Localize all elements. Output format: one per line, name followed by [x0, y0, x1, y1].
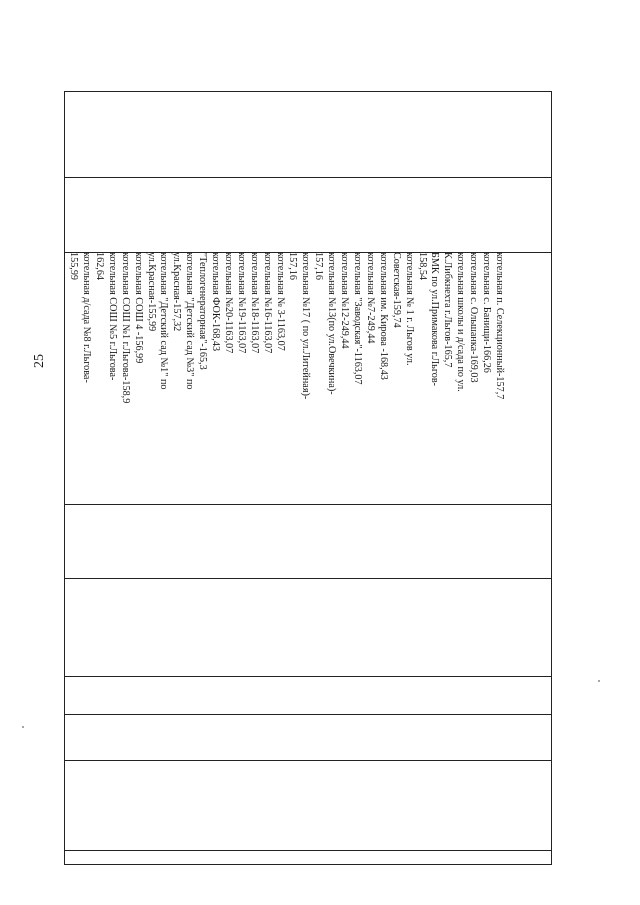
boiler-list-line: котельная СОШ №1 г.Льгова-158,9: [119, 252, 131, 404]
boiler-list-line: ул.Красная-157,32: [171, 252, 183, 332]
boiler-list-line: БМК по ул.Примакова г.Льгов-: [429, 252, 441, 387]
boiler-list-line: котельная с. Банищи-166,26: [481, 252, 493, 373]
boiler-list-line: котельная им. Кирова -168,43: [377, 252, 389, 380]
boiler-list-line: котельная "Детский сад №3" по: [184, 252, 196, 390]
boiler-list-line: котельная д/сада №8 г.Льгова-: [81, 252, 92, 383]
boiler-list-line: котельная №17 ( по ул.Литейная)-: [300, 252, 312, 400]
boiler-list-line: К.Либкнехта г.Льгов-165,7: [442, 252, 454, 368]
boiler-list-line: котельная № 1 г. Льгов ул.: [403, 252, 415, 366]
scan-speck: [598, 680, 600, 682]
boiler-list-line: 155,99: [68, 252, 80, 281]
boiler-list-line: 157,16: [313, 252, 325, 281]
boiler-list-line: 157,16: [287, 252, 299, 281]
boiler-list-line: котельная ФОК-168,43: [210, 252, 222, 352]
boiler-list-line: котельная СОШ 4 -156,99: [132, 252, 144, 364]
boiler-list-line: котельная №19-1163,07: [235, 252, 247, 354]
boiler-list-line: котельная СОШ №5 г.Льгова-: [106, 252, 118, 381]
boiler-list-line: котельная №18-1163,07: [248, 252, 260, 354]
boiler-list-line: ул.Красная-155,99: [145, 252, 157, 332]
boiler-list-line: котельная школы и д/сада по ул.: [455, 252, 467, 392]
boiler-list-line: котельная "Заводская"-1163,07: [352, 252, 364, 385]
boiler-list-line: котельная "Детский сад №1" по: [158, 252, 170, 390]
boiler-list-line: котельная №20-1163,07: [222, 252, 234, 354]
boiler-list-line: 158,54: [416, 252, 428, 281]
boiler-list-line: 162,64: [93, 252, 105, 281]
boiler-list-line: котельная №7-249,44: [364, 252, 376, 344]
scan-speck: [22, 726, 24, 728]
boiler-list-cell: [55, 252, 505, 772]
boiler-list-line: котельная п. Селекционный-157,7: [494, 252, 505, 400]
table-rule: [65, 177, 551, 178]
boiler-list-line: Советская-159,74: [390, 252, 402, 328]
boiler-list-line: "Теплогенераторная"-165,3: [197, 252, 209, 370]
boiler-list: [55, 252, 505, 512]
boiler-list-line: котельная №12-249,44: [339, 252, 351, 349]
boiler-list-line: котельная №13(по ул.Овечкина)-: [326, 252, 338, 395]
page-number: 25: [32, 354, 47, 368]
boiler-list-line: котельная №16-1163,07: [261, 252, 273, 354]
boiler-list-line: котельная с. Ольшанка-169,03: [468, 252, 480, 383]
table-rule: [65, 850, 551, 851]
boiler-list-line: котельная № 3-1163,07: [274, 252, 286, 351]
